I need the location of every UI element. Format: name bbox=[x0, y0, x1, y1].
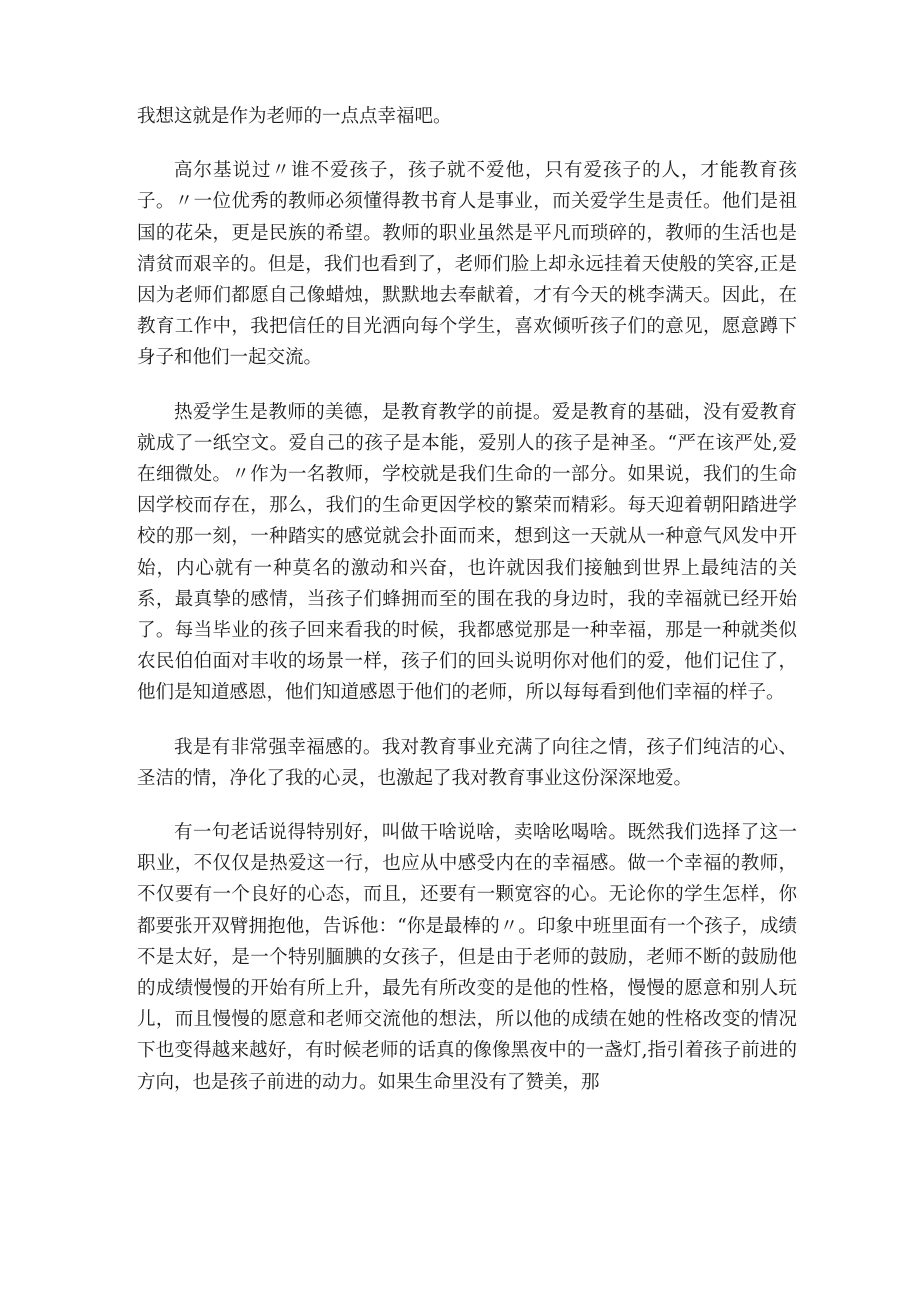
paragraph-old-saying: 有一句老话说得特别好，叫做干啥说啥，卖啥吆喝啥。既然我们选择了这一职业，不仅仅是热爱这一行，也应从中感受内在的幸福感。做一个幸福的教师，不仅要有一个良好的心态，而且，还要有一颗宽容的心。无论你的学生怎样，你都要张开双臂拥抱他，告诉他：“你是最棒的〃。印象中班里面有一个孩子，成绩不是太好，是一个特别腼腆的女孩子，但是由于老师的鼓励，老师不断的鼓励他的成绩慢慢的开始有所上升，最先有所改变的是他的性格，慢慢的愿意和别人玩儿，而且慢慢的愿意和老师交流他的想法，所以他的成绩在她的性格改变的情况下也变得越来越好，有时候老师的话真的像像黑夜中的一盏灯,指引着孩子前进的方向，也是孩子前进的动力。如果生命里没有了赞美，那 bbox=[137, 822, 797, 1093]
paragraph-love-students: 热爱学生是教师的美德，是教育教学的前提。爱是教育的基础，没有爱教育就成了一纸空文。爱自己的孩子是本能，爱别人的孩子是神圣。“严在该严处,爱在细微处。〃作为一名教师，学校就是我们生命的一部分。如果说，我们的生命因学校而存在，那么，我们的生命更因学校的繁荣而精彩。每天迎着朝阳踏进学校的那一刻，一种踏实的感觉就会扑面而来，想到这一天就从一种意气风发中开始，内心就有一种莫名的激动和兴奋，也许就因我们接触到世界上最纯洁的关系，最真挚的感情，当孩子们蜂拥而至的围在我的身边时，我的幸福就已经开始了。每当毕业的孩子回来看我的时候，我都感觉那是一种幸福，那是一种就类似农民伯伯面对丰收的场景一样，孩子们的回头说明你对他们的爱，他们记住了，他们是知道感恩，他们知道感恩于他们的老师，所以每每看到他们幸福的样子。 bbox=[137, 401, 797, 704]
paragraph-gorky-quote: 高尔基说过〃谁不爱孩子，孩子就不爱他，只有爱孩子的人，才能教育孩子。〃一位优秀的教师必须懂得教书育人是事业，而关爱学生是责任。他们是祖国的花朵，更是民族的希望。教师的职业虽然是平凡而琐碎的，教师的生活也是清贫而艰辛的。但是，我们也看到了，老师们脸上却永远挂着天使般的笑容,正是因为老师们都愿自己像蜡烛，默默地去奉献着，才有今天的桃李满天。因此，在教育工作中，我把信任的目光洒向每个学生，喜欢倾听孩子们的意见，愿意蹲下身子和他们一起交流。 bbox=[137, 160, 797, 369]
document-body bbox=[137, 101, 797, 1121]
paragraph-happiness: 我是有非常强幸福感的。我对教育事业充满了向往之情，孩子们纯洁的心、圣洁的情，净化了我的心灵，也激起了我对教育事业这份深深地爱。 bbox=[137, 736, 797, 789]
paragraph-continuation: 我想这就是作为老师的一点点幸福吧。 bbox=[137, 106, 452, 127]
